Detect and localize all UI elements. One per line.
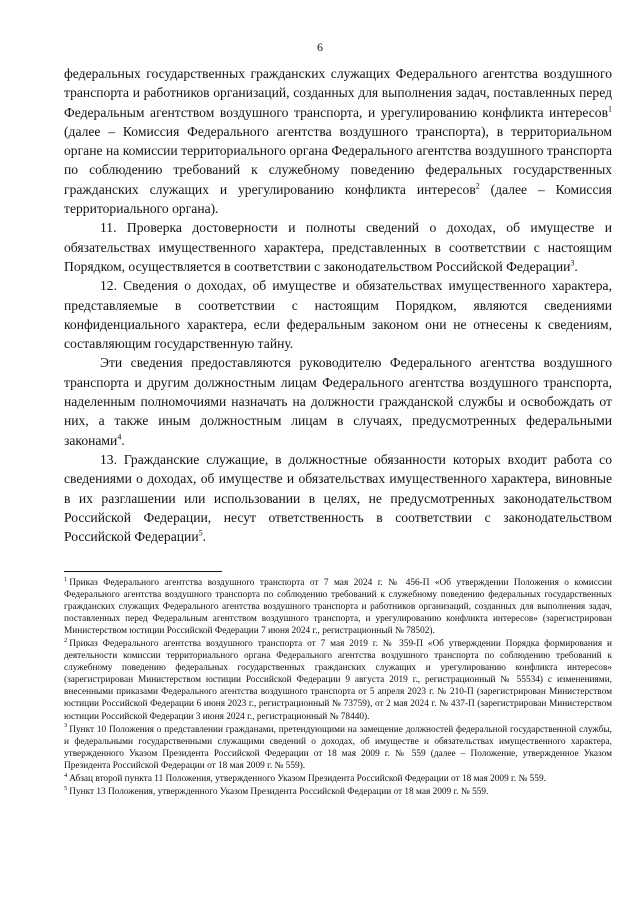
footnote-3 bbox=[64, 724, 612, 772]
paragraph-text: федеральных государственных гражданских служащих Федерального агентства воздушного транспорта и работников организаций, созданных для выполнения задач, поставленных перед Федеральным агентством воздушного транспорта, и урегулированию конфликта интересов bbox=[64, 66, 612, 120]
paragraph-text: 11. Проверка достоверности и полноты сведений о доходах, об имуществе и обязательствах имущественного характера, представленных в соответствии с настоящим Порядком, осуществляется в соответствии с законодательством Российской Федерации bbox=[64, 220, 612, 274]
paragraph-continuation bbox=[64, 64, 612, 218]
paragraph-text: . bbox=[121, 432, 125, 448]
paragraph-text: 13. Гражданские служащие, в должностные обязанности которых входит работа со сведениями о доходах, об имуществе и обязательствах имущественного характера, виновные в их разглашении или использовании в целях, не предусмотренных законодательством Российской Федерации, несут ответственность в соответствии с законодательством Российской Федерации bbox=[64, 451, 612, 545]
footnote-mark: 2 bbox=[64, 637, 68, 645]
footnote-1 bbox=[64, 577, 612, 637]
footnote-text: Абзац второй пункта 11 Положения, утвержденного Указом Президента Российской Федерации от 18 мая 2009 г. № 559. bbox=[69, 773, 546, 784]
paragraph-text: . bbox=[574, 258, 578, 274]
paragraph-text: . bbox=[202, 529, 206, 545]
paragraph-12 bbox=[64, 276, 612, 353]
paragraph-11 bbox=[64, 218, 612, 276]
paragraph-text: Эти сведения предоставляются руководителю Федерального агентства воздушного транспорта и другим должностным лицам Федерального агентства воздушного транспорта, наделенным полномочиями назначать на должности гражданской службы и освобождать от них, а также иным должностным лицам в случаях, предусмотренных федеральными законами bbox=[64, 355, 612, 448]
footnote-reference[interactable]: 2 bbox=[475, 181, 480, 191]
paragraph-text: 12. Сведения о доходах, об имуществе и обязательствах имущественного характера, представляемые в соответствии с настоящим Порядком, являются сведениями конфиденциального характера, если федеральным законом они не отнесены к сведениям, составляющим государственную тайну. bbox=[64, 278, 612, 352]
footnote-reference[interactable]: 3 bbox=[570, 258, 575, 268]
footnote-mark: 5 bbox=[64, 784, 68, 792]
footnote-mark: 3 bbox=[64, 722, 68, 730]
footnotes bbox=[64, 577, 612, 799]
footnote-2 bbox=[64, 638, 612, 722]
paragraph-text: (далее – Комиссия территориального органа). bbox=[64, 181, 613, 217]
document-body bbox=[64, 64, 612, 546]
page-number: 6 bbox=[317, 40, 323, 54]
footnote-reference[interactable]: 5 bbox=[198, 528, 203, 538]
footnote-5 bbox=[64, 786, 612, 798]
paragraph-13 bbox=[64, 450, 612, 546]
footnote-separator bbox=[64, 571, 222, 572]
footnote-text: Пункт 13 Положения, утвержденного Указом Президента Российской Федерации от 18 мая 2009 г. № 559. bbox=[69, 786, 489, 797]
footnote-reference[interactable]: 1 bbox=[608, 104, 612, 114]
footnote-mark: 1 bbox=[64, 575, 68, 583]
footnote-text: Приказ Федерального агентства воздушного транспорта от 7 мая 2024 г. № 456-П «Об утверждении Положения о комиссии Федерального агентства воздушного транспорта по соблюдению требований к служебному поведению федеральных государственных гражданских служащих Федерального агентства воздушного транспорта и работников организаций, созданных для выполнения задач, поставленных перед Федеральным агентством воздушного транспорта, и урегулированию конфликта интересов» (зарегистрирован Министерством юстиции Российской Федерации 7 июня 2024 г., регистрационный № 78502). bbox=[64, 578, 612, 637]
footnote-mark: 4 bbox=[64, 771, 68, 779]
footnote-4 bbox=[64, 773, 612, 785]
footnote-text: Приказ Федерального агентства воздушного транспорта от 7 мая 2019 г. № 359-П «Об утверждении Порядка формирования и деятельности комиссии территориального органа Федерального агентства воздушного транспорта по соблюдению требований к служебному поведению федеральных государственных гражданских служащих и урегулированию конфликта интересов» (зарегистрирован Министерством юстиции Российской Федерации 9 августа 2019 г., регистрационный № 55534) с изменениями, внесенными приказами Федерального агентства воздушного транспорта от 5 апреля 2023 г. № 210-П (зарегистрирован Министерством юстиции Российской Федерации 6 июня 2023 г., регистрационный № 73759), от 2 мая 2024 г. № 437-П (зарегистрирован Министерством юстиции Российской Федерации 3 июня 2024 г., регистрационный № 78440). bbox=[64, 639, 612, 722]
paragraph-12-part-2 bbox=[64, 353, 612, 449]
paragraph-text: (далее – Комиссия Федерального агентства воздушного транспорта), в территориальном органе на комиссии территориального органа Федерального агентства воздушного транспорта по соблюдению требований к служебному поведению федеральных государственных гражданских служащих и урегулированию конфликта интересов bbox=[64, 123, 612, 197]
footnote-reference[interactable]: 4 bbox=[117, 432, 122, 442]
footnote-text: Пункт 10 Положения о представлении гражданами, претендующими на замещение должностей федеральной государственной службы, и федеральными государственными служащими сведений о доходах, об имуществе и обязательствах имущественного характера, утвержденного Указом Президента Российской Федерации от 18 мая 2009 г. № 559 (далее – Положение, утвержденное Указом Президента Российской Федерации от 18 мая 2009 г. № 559). bbox=[64, 724, 612, 771]
